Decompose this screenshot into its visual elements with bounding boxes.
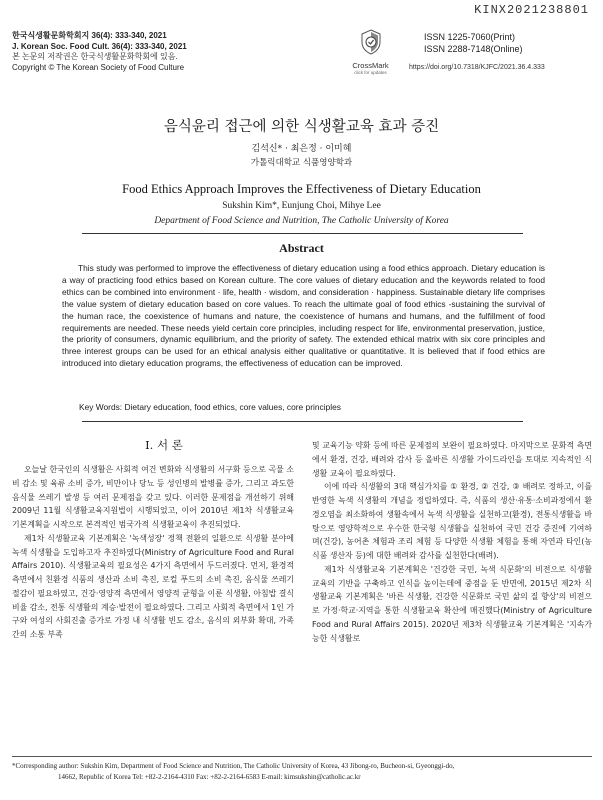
journal-header — [12, 31, 187, 73]
crossmark-label: CrossMark — [352, 61, 389, 70]
keywords: Key Words: Dietary education, food ethics, core values, core principles — [79, 402, 341, 412]
left-paragraph: 오늘날 한국인의 식생활은 사회적 여건 변화와 식생활의 서구화 등으로 곡물 소비 감소 및 육류 소비 증가, 비만이나 당뇨 등 성인병의 발병률 증가, 그리고 과도한 음식물 쓰레기 발생 등 여러 문제점을 갖고 있다. 이러한 문제점을 개선하기 위해 2009년 11월 식생활교육지원법이 시행되었고, 이어 2010년 제1차 식생활교육 기본계획을 시작으로 본격적인 범국가적 식생활교육이 추진되었다. — [12, 465, 294, 529]
abstract-top-rule — [82, 233, 523, 234]
footnote-line-1: *Corresponding author: Sukshin Kim, Department of Food Science and Nutrition, The Catholic University of Korea, 43 Jibong-ro, Bucheon-si, Gyeonggi-do, — [12, 762, 455, 770]
body-column-right — [312, 439, 592, 645]
issn-print: ISSN 1225-7060(Print) — [424, 32, 516, 42]
crossmark-badge[interactable] — [343, 29, 398, 75]
crossmark-icon — [360, 29, 382, 55]
corresponding-author-footnote — [12, 761, 592, 783]
authors-english: Sukshin Kim*, Eunjung Choi, Mihye Lee — [222, 201, 381, 211]
journal-korean-citation: 한국식생활문화학회지 36(4): 333-340, 2021 — [12, 31, 167, 40]
affiliation-korean: 가톨릭대학교 식품영양학과 — [250, 158, 353, 168]
right-paragraph: 제1차 식생활교육 기본계획은 '건강한 국민, 녹색 식문화'의 비전으로 식생활교육의 기반을 구축하고 인식을 높이는데에 중점을 둔 반면에, 2015년 제2차 식생활교육 기본계획은 '바른 식생활, 건강한 식문화로 국민 삶의 질 향상'의 비전으로 가정·학교·지역을 통한 식생활교육 확산에 매진했다(Ministry of Agriculture Food and Rural Affairs 2015). 2020년 제3차 식생활교육 기본계획은 '지속가능한 식생활로 — [312, 564, 592, 643]
journal-english-citation: J. Korean Soc. Food Cult. 36(4): 333-340, 2021 — [12, 41, 187, 51]
document-id: KINX2021238801 — [474, 3, 589, 17]
section-heading-introduction: I. 서 론 — [145, 438, 183, 452]
right-paragraph: 및 교육기능 약화 등에 따른 문제점의 보완이 필요하였다. 마지막으로 문화적 측면에서 환경, 건강, 배려와 감사 등 올바른 식생활 가이드라인을 토대로 지속적인 식생활 교육이 필요하였다. — [312, 441, 592, 478]
copyright-korean: 본 논문의 저작권은 한국식생활문화학회에 있음. — [12, 52, 178, 61]
authors-korean: 김석신* · 최은정 · 이미혜 — [251, 144, 352, 154]
doi-link[interactable]: https://doi.org/10.7318/KJFC/2021.36.4.333 — [409, 64, 545, 71]
right-paragraph: 이에 따라 식생활의 3대 핵심가치를 ① 환경, ② 건강, ③ 배려로 정하고, 이를 반영한 녹색 식생활의 개념을 정립하였다. 즉, 식품의 생산·유통·소비과정에서 환경오염을 최소화하여 생활속에서 녹색 식생활을 실천하고(환경), 전통식생활을 바탕으로 영양학적으로 우수한 한국형 식생활을 실천하여 국민 건강 증진에 기여하며(건강), 농어촌 체험과 조리 체험 등 다양한 식생활 체험을 통해 자연과 타인(농식품 생산자 등)에 대한 배려와 감사를 실천한다(배려). — [312, 482, 592, 560]
issn-block — [424, 31, 523, 55]
copyright-english: Copyright © The Korean Society of Food Culture — [12, 62, 185, 72]
abstract-body: This study was performed to improve the effectiveness of dietary education using a food ethics approach. Dietary education is a way of practicing food ethics based on Korean culture. The core values of dietary education and the keywords related to food ethics can be combined into environment · life, health · wisdom, and consideration · happiness. Sustainable dietary life comprises the value system of dietary education based on core values. To reach the ultimate goal of food ethics -sustaining the survival of the human race, the coexistence of humans and nature, the coexistence of humans and humans, and the fulfillment of food requirements are needed. These needs yield certain core principles, including respect for life, environmental preservation, justice, the priority of consumers, dynamic equilibrium, and the priority of safety. The extended ethical matrix with six core principles and three interest groups can be used for an ethical analysis either qualitative or quantitative. It is believed that if food ethics are introduced into dietary education programs, the effectiveness of education can be improved. — [62, 263, 545, 369]
crossmark-sublabel: click for updates — [354, 70, 387, 75]
issn-online: ISSN 2288-7148(Online) — [424, 44, 523, 54]
title-english: Food Ethics Approach Improves the Effectiveness of Dietary Education — [122, 182, 481, 196]
footnote-rule — [12, 756, 592, 757]
affiliation-english: Department of Food Science and Nutrition, The Catholic University of Korea — [154, 216, 449, 226]
abstract-heading: Abstract — [279, 241, 324, 255]
body-column-left — [12, 463, 294, 642]
title-korean: 음식윤리 접근에 의한 식생활교육 효과 증진 — [163, 119, 440, 135]
abstract-bottom-rule — [82, 421, 523, 422]
left-paragraph: 제1차 식생활교육 기본계획은 '녹색성장' 정책 전환의 일환으로 식생활 분야에 녹색 식생활을 도입하고자 추진하였다(Ministry of Agriculture Food and Rural Affairs 2010). 식생활교육의 필요성은 4가지 측면에서 두드러졌다. 먼저, 환경적 측면에서 친환경 식품의 생산과 소비 촉진, 로컬 푸드의 소비 촉진, 음식물 쓰레기 절감이 필요하였고, 건강·영양적 측면에서 영양적 균형을 이룬 식생활, 아침밥 결식비율 감소, 전통 식생활의 계승·발전이 필요하였다. 그리고 사회적 측면에서 1인 가구와 여성의 사회진출 증가로 가정 내 식생활 빈도 감소, 음식의 외부화 확대, 가족 간의 소통 부족 — [12, 533, 294, 639]
footnote-line-2: 14662, Republic of Korea Tel: +82-2-2164-4310 Fax: +82-2-2164-6583 E-mail: kimsukshin@catholic.ac.kr — [58, 773, 361, 781]
